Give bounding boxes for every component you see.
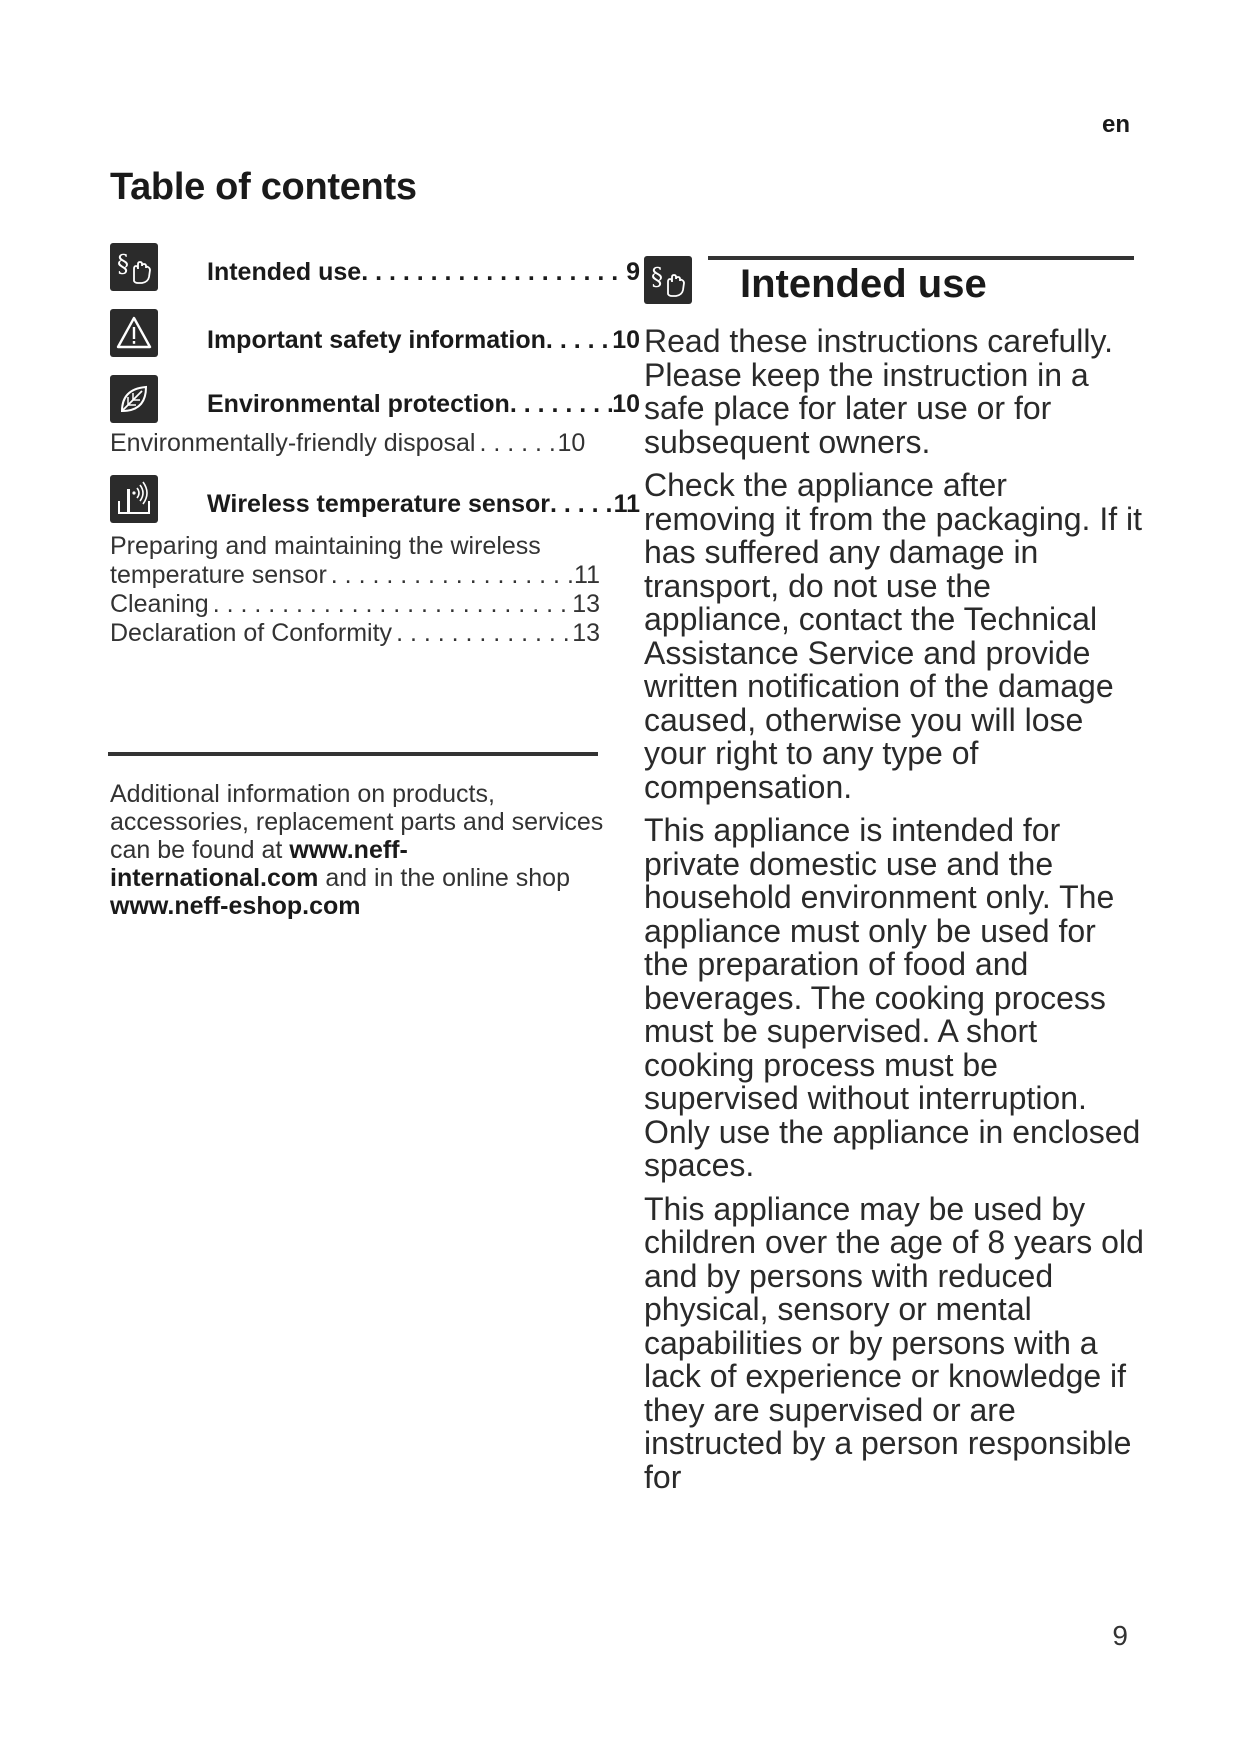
toc-subentry-preparing-line1[interactable]: Preparing and maintaining the wireless [110,532,541,560]
toc-entry-label: Environmental protection [207,390,510,418]
svg-text:§: § [651,263,663,291]
toc-entry-safety[interactable] [207,326,640,355]
toc-entry-page: 10 [612,326,640,354]
divider [108,752,598,756]
toc-entry-page: 10 [612,390,640,418]
eshop-link[interactable]: www.neff-eshop.com [110,892,361,920]
toc-entry-page: 11 [613,490,640,518]
additional-info: Additional information on products, accessories, replacement parts and services can be found at www.neff-international.com and in the online shop www.neff-eshop.com [110,780,604,920]
paragraph: Read these instructions carefully. Please keep the instruction in a safe place for later use or for subsequent owners. [644,323,1113,460]
leaf-icon [110,375,158,423]
warning-triangle-icon [110,309,158,357]
toc-entry-label: Intended use [207,258,362,286]
toc-entry-label: Important safety information [207,326,546,354]
paragraph: Check the appliance after removing it from the packaging. If it has suffered any damage in transport, do not use the appliance, contact the Technical Assistance Service and provide written notification of the damage caused, otherwise you will lose your right to any type of compensation. [644,467,1142,805]
toc-entry-intended-use[interactable] [207,258,640,287]
page-number: 9 [1112,1620,1128,1651]
paragraph: This appliance may be used by children over the age of 8 years old and by persons with reduced physical, sensory or mental capabilities or by persons with a lack of experience or knowledge if they are supervised or are instructed by a person responsible for [644,1190,1144,1495]
section-body [644,325,1144,1504]
wireless-sensor-icon [110,475,158,523]
toc-entry-wireless-sensor[interactable] [207,490,640,519]
toc-subentry-preparing[interactable]: temperature sensor . . . 11 [110,561,600,590]
toc-title: Table of contents [110,166,417,208]
section-title: Intended use [740,262,987,306]
toc-entry-page: 9 [626,258,640,286]
toc-entry-label: Wireless temperature sensor [207,490,550,518]
section-rule [708,256,1134,260]
section-hand-icon [110,243,158,291]
toc-subentry-cleaning[interactable]: Cleaning . . . 13 [110,590,600,619]
website-link[interactable]: www.neff-international.com [110,836,408,892]
language-code: en [1101,111,1130,138]
toc-entry-environment[interactable] [207,390,640,419]
paragraph: This appliance is intended for private domestic use and the household environment only. The appliance must only be used for the preparation of food and beverages. The cooking process must be supervised. A short cooking process must be supervised without interruption. Only use the appliance in enclosed spaces. [644,812,1141,1183]
svg-text:§: § [117,250,129,278]
toc-subentry-conformity[interactable]: Declaration of Conformity . . . 13 [110,619,600,648]
toc-subentry-disposal[interactable]: Environmentally-friendly disposal . . . 10 [110,429,600,458]
section-hand-icon [644,256,692,304]
